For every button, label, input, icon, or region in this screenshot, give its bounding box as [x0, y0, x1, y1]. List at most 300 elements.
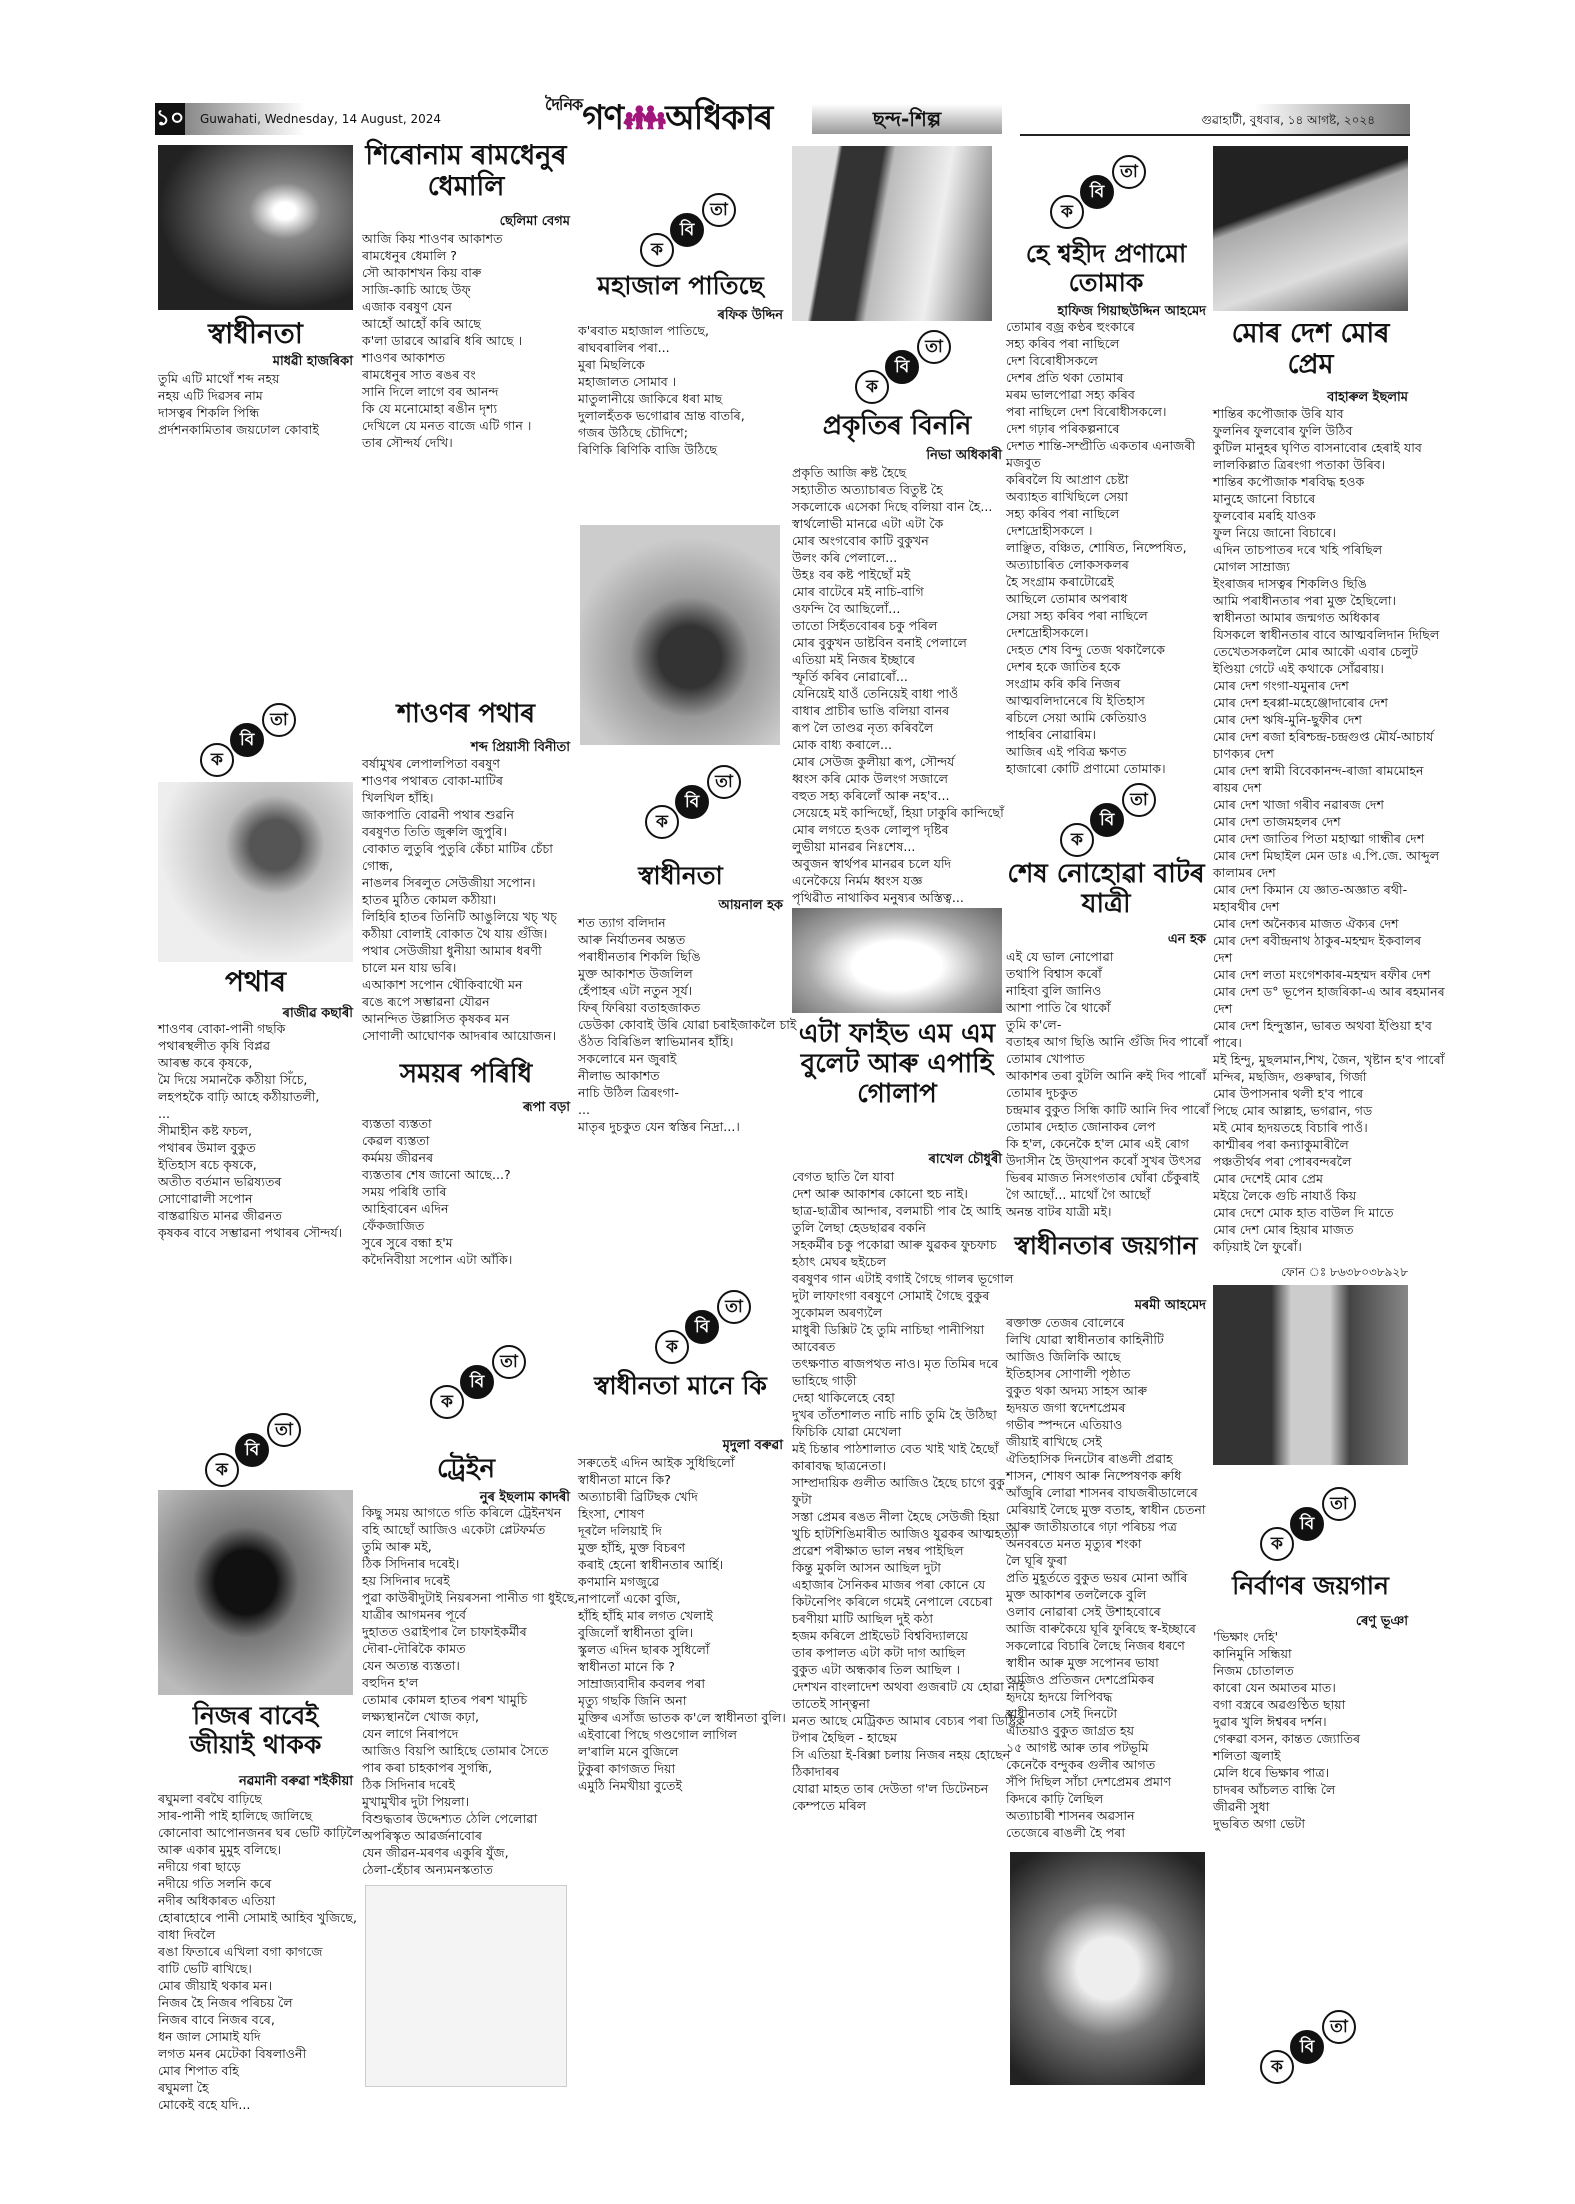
poem-line: পৃথিৱীত নাথাকিব মনুষ্যৰ অস্তিত্ব... — [792, 890, 964, 905]
poem-line: কাশ্মীৰৰ পৰা কন্যাকুমাৰীলৈ — [1213, 1137, 1349, 1152]
poem-line: ৰামধেনুৰ সাত ৰঙৰ বং — [362, 367, 476, 382]
badge-letter: ক — [430, 1385, 464, 1419]
badge-letter: ক — [645, 805, 679, 839]
poem-line: এতিয়াও বুকুত জাগ্ৰত হয় — [1006, 1723, 1135, 1738]
umbrella-sketch — [365, 1885, 567, 2087]
poem-line: আজিও প্ৰতিজন দেশপ্ৰেমিকৰ — [1006, 1672, 1155, 1687]
poem-line: কিটনেপিং কৰিলে গমেই নেপালে বেচেৰা — [792, 1594, 993, 1609]
poem-line: মহাৰথীৰ দেশ — [1213, 899, 1280, 914]
poem-line: সীমাহীন কষ্ট ফচল, — [158, 1123, 253, 1138]
poem-line: কেম্পতে মৰিল — [792, 1798, 867, 1813]
poem-line: বাটি ভেটি ৰাখিছে। — [158, 1961, 252, 1976]
badge-letter: তা — [702, 193, 736, 227]
poem-line: অত্যাচাৰিত লোকসকলৰ — [1006, 557, 1129, 572]
poem-line: ইংৰাজৰ দাসত্বৰ শিকলিও ছিঙি — [1213, 576, 1367, 591]
poem-line: মহাজালত সোমাব । — [578, 374, 677, 389]
poem-line: চৰণীয়া মাটি আছিল দুই কঠা — [792, 1611, 933, 1626]
poem-author: নিভা অধিকাৰী — [926, 448, 1002, 463]
poem-author: ছেলিমা বেগম — [499, 214, 570, 229]
poem-line: অনবৰতে মনত মৃত্যুৰ শংকা — [1006, 1536, 1142, 1551]
poem-line: আৰু জাতীয়তাৰে গঢ়া পৰিচয় পত্ৰ — [1006, 1519, 1177, 1534]
poem-line: অত্যাচাৰী ব্ৰিটিছক খেদি — [578, 1489, 698, 1504]
poem-title: স্বাধীনতা — [638, 861, 723, 890]
poem-body — [1213, 405, 1445, 1255]
poem-line: ক'লা ডাৱৰে আৱৰি ধৰি আছে । — [362, 333, 523, 348]
poem-line: সৰুতেই এদিন আইক সুধিছিলোঁ — [578, 1455, 735, 1470]
poem-line: মনত আছে মেট্ৰিকত আমাৰ বেচ্যৰ পৰা ডিষ্ট্ৰিক — [792, 1713, 1025, 1728]
masthead-logo — [545, 92, 772, 149]
poem-line: কিদৰে কাঢ়ি লৈছিল — [1006, 1791, 1104, 1806]
poem-line: মৈ দিয়ে সমানকৈ কঠীয়া সিঁচে, — [158, 1072, 308, 1087]
poem-body — [158, 1020, 353, 1241]
poem-line: শাওণৰ আকাশত — [362, 350, 446, 365]
poem-line: বৰষুণত তিতি জুৰুলি জুপুৰি। — [362, 824, 507, 839]
poem-title: পথাৰ — [224, 965, 287, 998]
badge-letter: বি — [1290, 1507, 1324, 1541]
badge-letter: ক — [855, 370, 889, 404]
poem-line: নিজম চোতালত — [1213, 1663, 1294, 1678]
kobita-badge — [655, 1285, 755, 1365]
poem-line: কঢ়িয়াই লৈ ফুৰোঁ। — [1213, 1239, 1302, 1254]
poem-body — [362, 755, 570, 1044]
poem-line: সহ্য কৰিব পৰা নাছিলে — [1006, 336, 1120, 351]
poem-line: অনন্ত বাটৰ যাত্ৰী মই। — [1006, 1204, 1112, 1219]
kobita-badge — [1060, 778, 1160, 858]
poem-line: আহিবাৰেন এদিন — [362, 1201, 449, 1216]
poem-line: যিসকলে স্বাধীনতাৰ বাবে আত্মবলিদান দিছিল — [1213, 627, 1440, 642]
poem-line: দেশ আৰু আকাশৰ কোনো হুচ নাই। — [792, 1186, 968, 1201]
poem-line: কণমানি মগজুৱে — [578, 1574, 660, 1589]
poem-line: বুকুত থকা অদম্য সাহস আৰু — [1006, 1383, 1148, 1398]
poem-line: ৰূপ লৈ তাণ্ডৱ নৃত্য কৰিবলৈ — [792, 720, 934, 735]
poem-line: মেলি ধৰে ভিক্ষাৰ পাত্ৰ। — [1213, 1765, 1330, 1780]
poem-line: গজৰ উঠিছে চৌদিশে; — [578, 425, 688, 440]
poem-line: ক'ৰবাত মহাজাল পাতিছে, — [578, 323, 709, 338]
poem-line: মোৰ জীয়াই থকাৰ মন। — [158, 1978, 273, 1993]
logo-prefix: দৈনিক — [545, 95, 583, 114]
poem-line: ৰচিলে সেয়া আমি কেতিয়াও — [1006, 710, 1148, 725]
poem-body — [1006, 948, 1210, 1220]
poem-line: মৃত্যু গছকি জিনি অনা — [578, 1693, 687, 1708]
dateline-english: Guwahati, Wednesday, 14 August, 2024 — [200, 112, 442, 126]
poem-line: দেশদ্ৰোহীসকলে। — [1006, 625, 1089, 640]
poem-line: তাৰ সৌন্দৰ্য দেখি। — [362, 435, 453, 450]
poem-line: লিহিৰি হাতৰ তিনিটি আঙুলিয়ে খচ্ খচ্ — [362, 909, 557, 924]
poem-line: দৌৰা-দৌৰিকৈ কামত — [362, 1641, 466, 1656]
poem-line: মোৰ দেশেই মোৰ প্ৰেম — [1213, 1171, 1323, 1186]
poem-title: স্বাধীনতাৰ জয়গান — [1014, 1231, 1198, 1260]
poem-title: মহাজাল পাতিছে — [597, 271, 764, 300]
poem-line: সঁপি দিছিল সাঁচা দেশপ্ৰেমৰ প্ৰমাণ — [1006, 1774, 1172, 1789]
poem-line: সোণোৱালী সপোন — [158, 1191, 253, 1206]
badge-letter: বি — [1290, 2030, 1324, 2064]
poem-line: বোকাত লুতুৰি পুতুৰি কেঁচা মাটিৰ চেঁচা — [362, 841, 553, 856]
badge-letter: বি — [885, 350, 919, 384]
poem-line: নদীয়ে গৰা ছাড়ে — [158, 1859, 241, 1874]
poem-line: ব্যস্ততা ব্যস্ততা — [362, 1116, 432, 1131]
logo-right: অধিকাৰ — [665, 98, 773, 138]
poem-author: ৰেণু ভূঞা — [1355, 1614, 1408, 1629]
poem-line: খিলখিল হাঁহি। — [362, 790, 434, 805]
poem-line: দেশৰ প্ৰতি থকা তোমাৰ — [1006, 370, 1124, 385]
poem-line: আজিও জিলিকি আছে — [1006, 1349, 1121, 1364]
poem-line: নিজৰ বাবে নিজৰ বৰে, — [158, 2012, 275, 2027]
poem-line: নীলাভ আকাশত — [578, 1068, 660, 1083]
poem-line: আমি পৰাধীনতাৰ পৰা মুক্ত হৈছিলো। — [1213, 593, 1397, 608]
poem-line: মোগল সাম্ৰাজ্য — [1213, 559, 1290, 574]
poem-line: আবেৰত — [792, 1339, 836, 1354]
poem-line: কাৰাবদ্ধ ছাত্ৰনেতা। — [792, 1458, 887, 1473]
dateline-assamese: গুৱাহাটী, বুধবাৰ, ১৪ আগষ্ট, ২০২৪ — [1201, 113, 1375, 127]
poem-line: গোন্ধ, — [362, 858, 393, 873]
poem-line: মই হিন্দু, মুছলমান,শিখ, জৈন, খৃষ্টান হ'ব পাৰোঁ — [1213, 1052, 1445, 1067]
kobita-badge — [855, 325, 955, 405]
poem-line: খুচি হাটশিঙিমাৰীত আজিও যুৱকৰ আত্মহত্যা — [792, 1526, 1019, 1541]
poem-line: আজি বাৰুকৈয়ে ঘূৰি ফুৰিছে স্ব-ইচ্ছাৰে — [1006, 1621, 1196, 1636]
poem-line: সহকৰ্মীৰ চকু পকোৱা আৰু যুৱকৰ ফুচফাচ — [792, 1237, 997, 1252]
poem-line: এই যে ভাল নোপোৱা — [1006, 949, 1114, 964]
poem-line: অবুজন স্বাৰ্থপৰ মানৱৰ চলে যদি — [792, 856, 952, 871]
poem-line: তুমি ক'লে- — [1006, 1017, 1062, 1032]
poem-line: উহঃ বৰ কষ্ট পাইছোঁ মই — [792, 567, 911, 582]
poem-line: হাতৰ মুঠিত কোমল কঠীয়া। — [362, 892, 497, 907]
kobita-badge — [1050, 150, 1150, 230]
poem-line: কৃষকৰ বাবে সম্ভাৱনা পথাৰৰ সৌন্দৰ্য। — [158, 1225, 343, 1240]
poem-line: উদাসীন হৈ উদ্‌যাপন কৰোঁ সুখৰ উৎসৱ — [1006, 1153, 1202, 1168]
poem-line: ৰঙে ৰূপে সম্ভাৱনা যৌৱন — [362, 994, 490, 1009]
poem-line: মোৰ উপাসনাৰ থলী হ'ব পাৰে — [1213, 1086, 1364, 1101]
poem-line: ওঁঠত বিৰিঙিল স্বাভিমানৰ হাঁহি। — [578, 1034, 734, 1049]
poem-line: এজাক বৰষুণ যেন — [362, 299, 452, 314]
poem-line: শান্তিৰ কপৌজাক উৰি যাব — [1213, 406, 1344, 421]
poem-line: মাতুলানীয়ে জাকিৰে ধৰা মাছ — [578, 391, 723, 406]
poem-line: শলিতা জ্বলাই — [1213, 1748, 1281, 1763]
poem-line: আৰু একাৰ মুমুহ বলিছে। — [158, 1842, 282, 1857]
poem-line: প্ৰৱেশ পৰীক্ষাত ভাল নম্বৰ পাইছিল — [792, 1543, 964, 1558]
poem-line: মুক্ত আকাশত উজলিল — [578, 966, 693, 981]
poem-line: বাস্তৱায়িত মানৱ জীৱনত — [158, 1208, 282, 1223]
poem-line: মোৰ দেশ গংগা-যমুনাৰ দেশ — [1213, 678, 1349, 693]
poem-line: জাকপাতি বোৱনী পথাৰ শুৱনি — [362, 807, 515, 822]
poem-line: তুমি এটি মাথোঁ শব্দ নহয় — [158, 371, 280, 386]
poem-line: তোমাৰ দুচকুত — [1006, 1085, 1078, 1100]
poem-line: মুক্ত হাঁহি, মুক্ত বিচৰণ — [578, 1540, 686, 1555]
poem-line: ইতিহাসৰ সোণালী পৃষ্ঠাত — [1006, 1366, 1131, 1381]
badge-letter: ক — [1050, 195, 1084, 229]
poem-line: দেহা থাকিলেহে বেহা — [792, 1390, 895, 1405]
poem-line: মোৰ দেশ ৰবীন্দ্ৰনাথ ঠাকুৰ-মহম্মদ ইকবালৰ — [1213, 933, 1422, 948]
badge-letter: তা — [262, 703, 296, 737]
poem-line: নদীয়ে গতি সলনি কৰে — [158, 1876, 272, 1891]
poem-title: শেষ নোহোৱা বাটৰ যাত্ৰী — [1007, 859, 1205, 919]
poem-line: হৈ সংগ্ৰাম কৰাটোৱেই — [1006, 574, 1114, 589]
poem-line: আকাশৰ তৰা বুটলি আনি ৰুই দিব পাৰোঁ — [1006, 1068, 1206, 1083]
poem-line: সহ্য কৰিব পৰা নাছিলে — [1006, 506, 1120, 521]
poem-line: লালকিল্লাত ত্ৰিৰংগা পতাকা উৰিব। — [1213, 457, 1386, 472]
poem-title: স্বাধীনতা — [208, 317, 303, 350]
badge-letter: ক — [1260, 2050, 1294, 2084]
poem-line: ফুলবোৰ মৰহি যাওক — [1213, 508, 1316, 523]
poem-line: নাপালোঁ একো বুজি, — [578, 1591, 681, 1606]
poem-line: তোমাৰ বজ্ৰ কণ্ঠৰ হুংকাৰে — [1006, 319, 1135, 334]
badge-letter: তা — [1122, 783, 1156, 817]
poem-line: সকলোৱে বিচাৰি লৈছে নিজৰ ধৰণে — [1006, 1638, 1185, 1653]
poem-title: হে শ্বহীদ প্ৰণামো তোমাক — [1025, 239, 1187, 297]
poem-line: বুকুত এটা অন্ধকাৰ তিল আছিল । — [792, 1662, 961, 1677]
poem-line: দেশ গঢ়াৰ পৰিকল্পনাৰে — [1006, 421, 1120, 436]
poem-line: দেশ — [1213, 1001, 1233, 1016]
poem-line: মোৰ দেশ ড° ভূপেন হাজৰিকা-এ আৰ ৰহমানৰ — [1213, 984, 1445, 999]
poem-line: সোণালী আঘোণক আদৰাৰ আয়োজন। — [362, 1028, 557, 1043]
poem-line: ফুটা — [792, 1492, 812, 1507]
poem-author: ৰূপা বড়া — [523, 1100, 570, 1115]
kobita-badge — [430, 1340, 530, 1420]
poem-line: কোনোবা আপোনজনৰ ঘৰ ভেটি কাঢ়িলৈ — [158, 1825, 362, 1840]
poem-line: স্বাধীন আৰু মুক্ত সপোনৰ ভাষা — [1006, 1655, 1159, 1670]
poem-line: 'ভিক্ষাং দেহি' — [1213, 1629, 1279, 1644]
badge-letter: ক — [205, 1453, 239, 1487]
poem-line: হোৰাহোৰে পানী সোমাই আহিব খুজিছে, — [158, 1910, 357, 1925]
poem-line: দেশখন বাংলাদেশ অথবা গুজৰাট যে হোৱা নাই — [792, 1679, 1026, 1694]
poem-line: সেয়েহে মই কান্দিছোঁ, হিয়া ঢাকুৰি কান্দিছোঁ — [792, 805, 1004, 820]
poem-line: মোৰ দেশ কিমান যে জ্ঞাত-অজ্ঞাত ৰথী- — [1213, 882, 1408, 897]
poem-line: বাধাৰ প্ৰাচীৰ ভাঙি বলিয়া বানৰ — [792, 703, 950, 718]
poem-line: এআকাশ সপোন থৌকিবাথৌ মন — [362, 977, 523, 992]
poem-line: যেনিয়েই যাওঁ তেনিয়েই বাধা পাওঁ — [792, 686, 959, 701]
poem-line: মোৰ দেশ খাজা গৰীব নৱাৰজ দেশ — [1213, 797, 1384, 812]
poem-line: পৰা নাছিলে দেশ বিৰোধীসকলে। — [1006, 404, 1167, 419]
poem-line: নাঙলৰ সিৰলুত সেউজীয়া সপোন। — [362, 875, 536, 890]
poem-line: ফিৰ্ ফিৰিয়া বতাহজাকত — [578, 1000, 701, 1015]
poem-author: ৰাখেল চৌধুৰী — [928, 1152, 1002, 1167]
badge-letter: তা — [492, 1345, 526, 1379]
poem-line: মাতৃৰ দুচকুত যেন স্বস্তিৰ নিদ্ৰা...। — [578, 1119, 740, 1134]
poem-line: অব্যাহত ৰাখিছিলে সেয়া — [1006, 489, 1129, 504]
poem-line: জীৱনী সুধা — [1213, 1799, 1270, 1814]
poem-line: বৰ্ষামুখৰ লেপালপিতা বৰষুণ — [362, 756, 500, 771]
poem-line: ওফন্দি বৈ আছিলোঁ... — [792, 601, 901, 616]
poem-line: ইতিহাস ৰচে কৃষকে, — [158, 1157, 257, 1172]
poem-line: যোৱা মাহত তাৰ দেউতা গ'ল ডিটেনচন — [792, 1781, 989, 1796]
poem-line: মই চিন্তাৰ পাঠশালাত বেত খাই খাই হৈছোঁ — [792, 1441, 999, 1456]
poem-author: মাধৱী হাজৰিকা — [272, 354, 353, 369]
book-photo — [1213, 146, 1408, 311]
kobita-badge — [1260, 1482, 1360, 1562]
poem-line: তাতো সিহঁতবোৰৰ চকু পৰিল — [792, 618, 938, 633]
poem-line: মোকেই বহে যদি... — [158, 2097, 251, 2112]
poem-line: স্বাধীনতা মানে কি? — [578, 1472, 671, 1487]
poem-line: স্বাধীনতা মানে কি ? — [578, 1659, 675, 1674]
poem-author: হাফিজ গিয়াছউদ্দিন আহমেদ — [1057, 304, 1206, 319]
poem-line: সস্তা প্ৰেমৰ ৰঙত নীলা হৈছে সেউজী হিয়া — [792, 1509, 1000, 1524]
poem-body — [362, 1115, 570, 1268]
poem-line: সুৰে সুৰে বন্ধা হ'ম — [362, 1235, 453, 1250]
poem-line: অতীত বৰ্তমান ভৱিষ্যতৰ — [158, 1174, 282, 1189]
poem-line: ঠিকাদাৰৰ — [792, 1764, 840, 1779]
poem-line: চাদৰৰ আঁচলত বান্ধি লৈ — [1213, 1782, 1336, 1797]
poem-line: মৰম ভালপোৱা সহ্য কৰিব — [1006, 387, 1135, 402]
poem-line: স্বাৰ্থলোভী মানৱে এটা এটা কৈ — [792, 516, 944, 531]
poem-line: ৰিণিকি ৰিণিকি বাজি উঠিছে — [578, 442, 718, 457]
badge-letter: তা — [1322, 2010, 1356, 2044]
page-number: ১০ — [155, 103, 185, 135]
poem-line: মোৰ বুকুখন ডাষ্টবিন বনাই পেলালে — [792, 635, 967, 650]
poem-line: মোৰ দেশে মোক হাত বাউল দি মাতে — [1213, 1205, 1394, 1220]
poem-line: তোমাৰ দেহাত জোনাকৰ লেপ — [1006, 1119, 1156, 1134]
kobita-badge — [640, 188, 740, 268]
poem-line: ফেঁকজাজিত — [362, 1218, 425, 1233]
poem-line: হয় সিদিনাৰ দৰেই — [362, 1573, 450, 1588]
poem-line: যাত্ৰীৰ আগমনৰ পূৰ্বে — [362, 1607, 467, 1622]
poem-line: টপাৰ হৈছিল - হাছেম — [792, 1730, 897, 1745]
poem-line: দুলালহঁতক ভগোৱাৰ ভ্ৰান্ত বাতৰি, — [578, 408, 745, 423]
poem-title: মোৰ দেশ মোৰ প্ৰেম — [1231, 318, 1390, 381]
poem-line: দেখিলে যে মনত বাজে এটি গান । — [362, 418, 532, 433]
poem-line: ইণ্ডিয়া গেটে এই কথাকে সোঁৱৰায়। — [1213, 661, 1384, 676]
poem-body — [578, 1454, 786, 1794]
poem-line: বুজিলোঁ স্বাধীনতা বুলি। — [578, 1625, 694, 1640]
poem-line: মোৰ দেশ মিছাইল মেন ডাঃ এ.পি.জে. আব্দুল — [1213, 848, 1440, 863]
poem-body — [1006, 318, 1206, 777]
poem-line: বতাহৰ আগ ছিঙি আনি গুঁজি দিব পাৰোঁ — [1006, 1034, 1208, 1049]
poem-line: ফিচিকি যোৱা মেখেলা — [792, 1424, 902, 1439]
poem-line: মোৰ দেশ তাজমহলৰ দেশ — [1213, 814, 1341, 829]
poem-line: কি হ'ল, কেনেকৈ হ'ল মোৰ এই ৰোগ — [1006, 1136, 1190, 1151]
poem-line: উলং কৰি পেলালে... — [792, 550, 898, 565]
poem-line: কাৰো যেন অমাতৰ মাত। — [1213, 1680, 1336, 1695]
poem-line: এইবাৰো পিছে গণ্ডগোল লাগিল — [578, 1727, 738, 1742]
poem-line: নাচি উঠিল ত্ৰিৰংগা- — [578, 1085, 679, 1100]
poem-line: পাহৰিব নোৱাৰিম। — [1006, 727, 1097, 742]
tree-trunk-photo — [1213, 1285, 1408, 1465]
poem-author: ৰাজীৱ কছাৰী — [282, 1006, 353, 1021]
poem-author: এন হক — [1167, 932, 1206, 947]
poem-line: বহুদিন হ'ল — [362, 1675, 419, 1690]
poem-line: লৈ ঘূৰি ফুৰা — [1006, 1553, 1067, 1568]
poem-line: আজি কিয় শাওণৰ আকাশত — [362, 231, 503, 246]
poem-author: ৰফিক উদ্দিন — [717, 308, 783, 323]
poem-line: বহি আছোঁ আজিও একেটা প্লেটফৰ্মত — [362, 1522, 546, 1537]
poem-line: এদিন তাচপাতৰ দৰে খহি পৰিছিল — [1213, 542, 1383, 557]
poem-line: লহপহকৈ বাঢ়ি আহে কঠীয়াতলী, — [158, 1089, 320, 1104]
poem-line: শাসন, শোষণ আৰু নিষ্পেষণক ৰুধি — [1006, 1468, 1182, 1483]
poem-line: ঐতিহাসিক দিনটোৰ ৰাঙলী প্ৰৱাহ — [1006, 1451, 1173, 1466]
poem-line: হঠাৎ মেঘৰ ছইচেল — [792, 1254, 887, 1269]
poem-line: মুক্তিৰ এসাঁজ ভাতক ক'লে স্বাধীনতা বুলি। — [578, 1710, 786, 1725]
poem-line: দেশৰ হকে জাতিৰ হকে — [1006, 659, 1121, 674]
poem-line: হাজাৰো কোটি প্ৰণামো তোমাক। — [1006, 761, 1166, 776]
poem-line: কঠীয়া বোলাই বোকাত থৈ যায় গুঁজি। — [362, 926, 548, 941]
poem-line: দূৰলৈ দলিয়াই দি — [578, 1523, 662, 1538]
poem-body — [792, 464, 1002, 906]
badge-letter: ক — [1060, 823, 1094, 857]
poem-line: লাঞ্ছিত, বঞ্চিত, শোষিত, নিষ্পেষিত, — [1006, 540, 1187, 555]
poem-line: মানুহে জানো বিচাৰে — [1213, 491, 1316, 506]
badge-letter: তা — [1112, 155, 1146, 189]
poem-title: স্বাধীনতা মানে কি — [594, 1371, 767, 1400]
roses-photo — [580, 525, 780, 745]
poem-line: সাম্প্ৰদায়িক গুলীত আজিও হৈছে চাগে বুকু — [792, 1475, 1005, 1490]
poem-line: মুখামুখীৰ দুটা পিয়লা। — [362, 1794, 470, 1809]
poem-line: সি এতিয়া ই-ৰিক্সা চলায় নিজৰ নহয় হোছেন — [792, 1747, 1011, 1762]
poem-line: কেৱল ব্যস্ততা — [362, 1133, 430, 1148]
poem-title: প্ৰকৃতিৰ বিননি — [822, 411, 972, 441]
black-bird-photo — [158, 1490, 353, 1695]
poem-line: আজিও বিয়পি আহিছে তোমাৰ সৈতে — [362, 1743, 549, 1758]
poem-line: শাওণৰ পথাৰত বোকা-মাটিৰ — [362, 773, 503, 788]
poem-line: মই মোৰ হৃদয়তহে বিচাৰি পাওঁ। — [1213, 1120, 1368, 1135]
poem-line: দেহত শেষ বিন্দু তেজ থকালৈকে — [1006, 642, 1166, 657]
poem-line: মোৰ শিপাত বহি — [158, 2063, 239, 2078]
poem-author: আয়নাল হক — [718, 898, 783, 913]
poem-line: মোৰ দেশ মোৰ হিয়াৰ মাজত — [1213, 1222, 1354, 1237]
poem-line: গেৰুৱা বসন, কান্তত জ্যোতিৰ — [1213, 1731, 1361, 1746]
badge-letter: বি — [670, 213, 704, 247]
poem-line: টুকুৰা কাগজত দিয়া — [578, 1761, 676, 1776]
poem-body — [792, 1168, 1026, 1814]
poem-body — [362, 1504, 579, 1878]
poem-line: দেশদ্ৰোহীসকলে । — [1006, 523, 1093, 538]
poem-title: নিজৰ বাবেই জীয়াই থাকক — [189, 1701, 322, 1759]
lamps-photo — [158, 145, 353, 310]
poem-line: মাধুৰী ডিক্সিট হৈ তুমি নাচিছা পানীপিয়া — [792, 1322, 985, 1337]
poem-title: শিৰোনাম ৰামধেনুৰ ধেমালি — [365, 140, 567, 203]
kobita-badge — [645, 760, 745, 840]
poem-line: তুলি লৈছা হেডছাৱৰ বকনি — [792, 1220, 926, 1235]
badge-letter: ক — [655, 1330, 689, 1364]
poem-line: সুকোমল অৰণ্যলৈ — [792, 1305, 883, 1320]
poem-line: কৰ্মময় জীৱনৰ — [362, 1150, 434, 1165]
poem-author: নৱমানী বৰুৱা শইকীয়া — [239, 1774, 353, 1789]
badge-letter: বি — [685, 1310, 719, 1344]
poem-line: ঠিক সিদিনাৰ দৰেই। — [362, 1556, 460, 1571]
poem-line: দুটা লাফাংগা বৰষুণে সোমাই গৈছে বুকুৰ — [792, 1288, 990, 1303]
badge-letter: তা — [917, 330, 951, 364]
poem-line: মোক বাধ্য কৰালে... — [792, 737, 892, 752]
poem-line: দাসত্বৰ শিকলি পিন্ধি — [158, 405, 260, 420]
badge-letter: বি — [460, 1365, 494, 1399]
poem-line: মোৰ দেশ স্বামী বিবেকানন্দ-ৰাজা ৰামমোহন — [1213, 763, 1424, 778]
poem-line: স্কুলত এদিন ছাৰক সুধিলোঁ — [578, 1642, 710, 1657]
badge-letter: বি — [230, 723, 264, 757]
badge-letter: ক — [200, 743, 234, 777]
badge-letter: বি — [675, 785, 709, 819]
poem-line: পাৰ কৰা চাহকাপৰ সুগন্ধি, — [362, 1760, 493, 1775]
poem-line: পঞ্চতীৰ্থৰ পৰা পোৰবন্দৰলৈ — [1213, 1154, 1352, 1169]
poem-line: ল'ৰালি মনে বুজিলে — [578, 1744, 679, 1759]
kobita-badge — [205, 1408, 305, 1488]
poem-line: অপৰিস্কৃত আৱৰ্জনাবোৰ — [362, 1828, 482, 1843]
poem-line: মোৰ দেশ ৰজা হৰিশ্চন্দ্ৰ-চন্দ্ৰগুপ্ত মৌৰ্য-আচাৰ্য — [1213, 729, 1434, 744]
poem-line: নদীৰ অধিকাৰত এতিয়া — [158, 1893, 276, 1908]
poem-title: নিৰ্বাণৰ জয়গান — [1232, 1571, 1389, 1600]
poem-line: বাধা দিবলৈ — [158, 1927, 216, 1942]
poem-line: হৃদয়ে হৃদয়ে লিপিবদ্ধ — [1006, 1689, 1113, 1704]
poem-line: লগত মনৰ মেটেকা বিষলাওনী — [158, 2046, 307, 2061]
poem-line: ব্যস্ততাৰ শেষ জানো আছে...? — [362, 1167, 511, 1182]
poem-line: ধ্বংস কৰি মোক উলংগ সজালে — [792, 771, 948, 786]
poem-line: শান্তিৰ কপৌজাক শৰবিদ্ধ হওক — [1213, 474, 1365, 489]
poem-line: পিছে মোৰ আল্লাহ, ভগৱান, গড — [1213, 1103, 1373, 1118]
badge-letter: তা — [717, 1290, 751, 1324]
poem-line: লক্ষ্যস্থানলৈ খোজ কঢ়া, — [362, 1709, 480, 1724]
poem-body — [578, 914, 797, 1135]
poem-body — [158, 1790, 362, 2113]
poem-line: সাজি-কাচি আছে উফ্ — [362, 282, 471, 297]
poem-line: হাঁহি হাঁহি মাৰ লগত খেলাই — [578, 1608, 713, 1623]
poem-line: লিখি যোৱা স্বাধীনতাৰ কাহিনীটি — [1006, 1332, 1164, 1347]
poem-line: ... — [158, 1106, 171, 1121]
